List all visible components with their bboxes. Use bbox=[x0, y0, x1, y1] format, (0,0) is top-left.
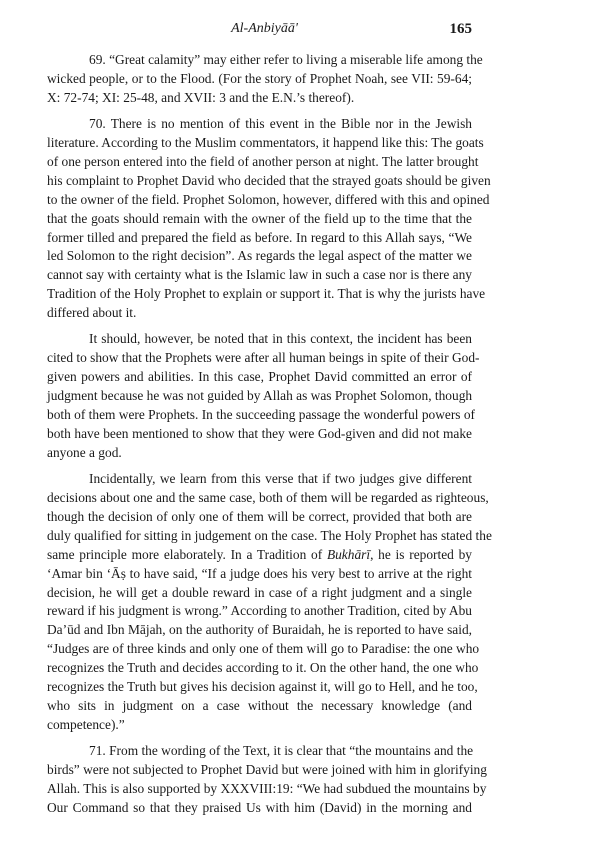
paragraph bbox=[47, 51, 483, 108]
text-line: cited to show that the Prophets were after all human beings in spite of their God- bbox=[47, 350, 480, 366]
text-line: It should, however, be noted that in this context, the incident has been bbox=[89, 331, 472, 347]
text-line: former tilled and prepared the field as before. In regard to this Allah says, “We bbox=[47, 229, 472, 245]
text-line: Da’ūd and Ibn Mājah, on the authority of Buraidah, he is reported to have said, bbox=[47, 622, 472, 638]
text-line: to the owner of the field. Prophet Solomon, however, differed with this and opined bbox=[47, 191, 490, 207]
text-line: ‘Amar bin ‘Āṣ to have said, “If a judge does his very best to arrive at the right bbox=[47, 565, 472, 581]
text-line: X: 72-74; XI: 25-48, and XVII: 3 and the E.N.’s thereof). bbox=[47, 89, 355, 105]
text-line: Our Command so that they praised Us with him (David) in the morning and bbox=[47, 799, 472, 815]
text-line: led Solomon to the right decision”. As regards the legal aspect of the matter we bbox=[47, 248, 472, 264]
text-line: both of them were Prophets. In the succeeding passage the wonderful powers of bbox=[47, 407, 476, 423]
text-line: Tradition of the Holy Prophet to explain or support it. That is why the jurists have bbox=[47, 286, 486, 302]
text-line: differed about it. bbox=[47, 305, 137, 321]
text-line: of one person entered into the field of another person at night. The latter brought bbox=[47, 153, 479, 169]
page-number: 165 bbox=[449, 21, 472, 37]
page-header bbox=[47, 21, 472, 41]
italic-term: Bukhārī bbox=[326, 546, 371, 562]
text-line: Allah. This is also supported by XXXVIII:19: “We had subdued the mountains by bbox=[47, 780, 487, 796]
text-line: birds” were not subjected to Prophet David but were joined with him in glorifying bbox=[47, 762, 487, 778]
text-line: wicked people, or to the Flood. (For the story of Prophet Noah, see VII: 59-64; bbox=[47, 70, 472, 86]
running-title: Al-Anbiyāā' bbox=[231, 21, 298, 36]
text-line: who sits in judgment on a case without the necessary knowledge (and bbox=[47, 697, 472, 713]
text-line: his complaint to Prophet David who decided that the strayed goats should be given bbox=[47, 172, 491, 188]
text-line: competence).” bbox=[47, 716, 125, 732]
text-line: Incidentally, we learn from this verse that if two judges give different bbox=[89, 471, 472, 487]
text-line: recognizes the Truth and decides according to it. On the other hand, the one who bbox=[47, 660, 479, 676]
page-body bbox=[47, 51, 492, 825]
text-line: given powers and abilities. In this case, Prophet David committed an error of bbox=[47, 369, 472, 385]
text-line: literature. According to the Muslim commentators, it happend like this: The goats bbox=[47, 135, 484, 151]
paragraph bbox=[47, 470, 492, 734]
text-line: 70. There is no mention of this event in the Bible nor in the Jewish bbox=[89, 116, 472, 132]
text-line: though the decision of only one of them will be correct, provided that both are bbox=[47, 508, 472, 524]
paragraph bbox=[47, 742, 487, 818]
paragraph bbox=[47, 330, 480, 462]
text-line: duly qualified for sitting in judgement on the case. The Holy Prophet has stated the bbox=[47, 527, 492, 543]
text-segment: , he is reported by bbox=[370, 546, 472, 562]
text-line bbox=[47, 546, 472, 565]
paragraph bbox=[47, 115, 491, 323]
text-line: judgment because he was not guided by Allah as was Prophet Solomon, though bbox=[47, 388, 473, 404]
text-line: reward if his judgment is wrong.” According to another Tradition, cited by Abu bbox=[47, 603, 472, 619]
text-segment: same principle more elaborately. In a Tradition of bbox=[47, 546, 327, 562]
text-line: recognizes the Truth but gives his decision against it, will go to Hell, and he too, bbox=[47, 679, 478, 694]
text-line: decision, he will get a double reward in case of a right judgment and a single bbox=[47, 584, 472, 600]
text-line: decisions about one and the same case, both of them will be regarded as righteous, bbox=[47, 490, 489, 506]
text-line: cannot say with certainty what is the Islamic law in such a case nor is there any bbox=[47, 267, 472, 283]
text-line: anyone a god. bbox=[47, 444, 122, 460]
text-line: both have been mentioned to show that they were God-given and did not make bbox=[47, 425, 472, 441]
text-line: 71. From the wording of the Text, it is clear that “the mountains and the bbox=[89, 743, 474, 759]
text-line: “Judges are of three kinds and only one of them will go to Paradise: the one who bbox=[47, 641, 480, 657]
text-line: that the goats should remain with the owner of the field up to the time that the bbox=[47, 210, 472, 226]
text-line: 69. “Great calamity” may either refer to living a miserable life among the bbox=[89, 52, 483, 67]
